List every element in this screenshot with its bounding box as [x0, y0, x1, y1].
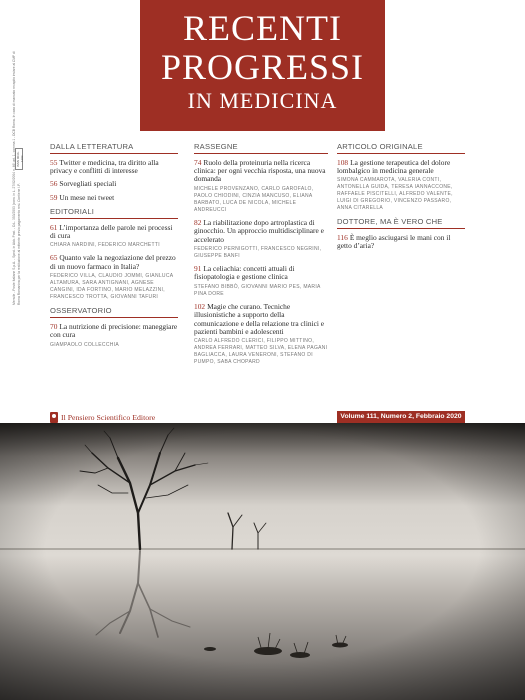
- page-number: 108: [337, 157, 349, 167]
- article-title-line: [337, 159, 465, 176]
- toc-entry: [50, 159, 178, 176]
- publisher-logo-icon: [50, 412, 58, 423]
- toc-entry: [50, 323, 178, 349]
- toc-section: [337, 217, 465, 250]
- article-title-line: [50, 180, 178, 188]
- page-number: 56: [50, 179, 58, 189]
- page-number: 91: [194, 263, 202, 273]
- article-authors: CARLO ALFREDO CLERICI, FILIPPO MITTINO, ANDREA FERRARI, MATTEO SILVA, ELENA PAGANI BAGLIACCA, LAURA VENERONI, STEFANO DI PUMPO, SABA CHOPARD: [194, 338, 328, 366]
- toc-entry: [50, 224, 178, 250]
- page-number: 70: [50, 321, 58, 331]
- article-authors: FEDERICO PERNIGOTTI, FRANCESCO NEGRINI, GIUSEPPE BANFI: [194, 245, 322, 259]
- volume-badge: Volume 111, Numero 2, Febbraio 2020: [337, 411, 465, 423]
- toc-section: [50, 207, 178, 301]
- toc-entry: [194, 219, 328, 260]
- page-number: 65: [50, 253, 58, 263]
- page-number: 74: [194, 157, 202, 167]
- article-title-line: [50, 254, 178, 271]
- article-title: Magie che curano. Tecniche illusionistiche a supporto della comunicazione e della relazione tra clinici e pazienti bambini e adolescenti: [194, 301, 325, 336]
- article-title: Un mese nei tweet: [59, 192, 115, 202]
- article-title-line: [194, 303, 328, 337]
- article-title: La riabilitazione dopo artroplastica di ginocchio. Un approccio multidisciplinare e accelerato: [194, 217, 324, 244]
- article-title-line: [194, 265, 328, 282]
- journal-title-line-2: PROGRESSI: [160, 47, 365, 87]
- toc-entry: [194, 159, 328, 214]
- article-title-line: [50, 224, 178, 241]
- article-authors: MICHELE PROVENZANO, CARLO GAROFALO, PAOLO CHIODINI, CINZIA MANCUSO, ELIANA BARBATO, LUCA DE NICOLA, MICHELE ANDREUCCI: [194, 185, 314, 213]
- page-number: 82: [194, 217, 202, 227]
- page-number: 102: [194, 301, 206, 311]
- toc-section: [194, 142, 328, 366]
- article-title: La celiachia: concetti attuali di fisiopatologia e gestione clinica: [194, 263, 295, 282]
- article-title-line: [194, 159, 328, 184]
- article-title-line: [50, 159, 178, 176]
- article-title: La gestione terapeutica del dolore lombalgico in medicina generale: [337, 157, 451, 175]
- article-title-line: [50, 194, 178, 202]
- publisher-name: Il Pensiero Scientifico Editore: [61, 412, 156, 422]
- article-title: È meglio asciugarsi le mani con il getto d’aria?: [337, 232, 451, 251]
- toc-column-middle: [194, 142, 328, 371]
- toc-section: [50, 306, 178, 348]
- article-title: Quanto vale la negoziazione del prezzo di un nuovo farmaco in Italia?: [50, 253, 176, 271]
- journal-title-line-1: RECENTI: [183, 8, 342, 48]
- article-title: L’importanza delle parole nei processi di cura: [50, 222, 173, 241]
- article-authors: CHIARA NARDINI, FEDERICO MARCHETTI: [50, 242, 160, 249]
- journal-title-line-3: IN MEDICINA: [187, 88, 338, 113]
- section-heading: OSSERVATORIO: [50, 306, 178, 318]
- article-authors: SIMONA CAMMAROTA, VALERIA CONTI, ANTONELLA GUIDA, TERESA IANNACCONE, RAFFAELE PISCITELLI, ALFREDO VALENTE, LUIGI DI GREGORIO, VINCENZO PASSARO, ANNA CITARELLA: [337, 177, 453, 212]
- article-authors: STEFANO BIBBÒ, GIOVANNI MARIO PES, MARIA PINA DORE: [194, 283, 321, 297]
- article-title: La nutrizione di precisione: maneggiare con cura: [50, 321, 178, 340]
- toc-entry: [50, 254, 178, 301]
- section-heading: DOTTORE, MA È VERO CHE: [337, 217, 465, 229]
- article-title: Sorvegliati speciali: [59, 179, 117, 189]
- page-number: 55: [50, 157, 58, 167]
- publisher-block: [50, 411, 155, 423]
- section-heading: EDITORIALI: [50, 207, 178, 219]
- article-title-line: [337, 234, 465, 251]
- section-heading: DALLA LETTERATURA: [50, 142, 178, 154]
- toc-column-left: [50, 142, 178, 354]
- toc-entry: [194, 303, 328, 367]
- page-number: 61: [50, 222, 58, 232]
- page-number: 59: [50, 192, 58, 202]
- toc-entry: [50, 194, 178, 202]
- page-number: 116: [337, 232, 348, 242]
- toc-section: [337, 142, 465, 212]
- section-heading: ARTICOLO ORIGINALE: [337, 142, 465, 154]
- masthead: [140, 0, 385, 131]
- toc-section: [50, 142, 178, 202]
- cover-photo-lake-trees: [0, 423, 525, 700]
- postal-notice: Mensile - Poste Italiane S.p.A. - Sped. in Abb. Post. - D.L. 353/2003 (conv. in L. 27/02/2004 n. 46) art. 1, comma 1 - DCB Roma. In caso di mancato recapito inviare al CMP di Roma Romanina per la restituzione al mittente previo pagamento resi. Contiene I.P.: [12, 51, 21, 305]
- article-title: Ruolo della proteinuria nella ricerca clinica: per ogni vecchia risposta, una nuova domanda: [194, 157, 326, 184]
- issn-barcode: ISSN 0034-1193: [15, 148, 23, 170]
- article-authors: FEDERICO VILLA, CLAUDIO JOMMI, GIANLUCA ALTAMURA, SARA ANTIGNANI, AGNESE CANGINI, IDA FORTINO, MARIO MELAZZINI, FRANCESCO TROTTA, GIOVANNI TAFURI: [50, 273, 174, 301]
- toc-entry: [337, 234, 465, 251]
- article-title-line: [50, 323, 178, 340]
- section-heading: RASSEGNE: [194, 142, 328, 154]
- toc-entry: [337, 159, 465, 213]
- toc-column-right: [337, 142, 465, 256]
- toc-entry: [194, 265, 328, 298]
- article-title: Twitter e medicina, tra diritto alla privacy e conflitti di interesse: [50, 157, 159, 175]
- article-title-line: [194, 219, 328, 244]
- article-authors: GIAMPAOLO COLLECCHIA: [50, 341, 119, 348]
- toc-entry: [50, 180, 178, 188]
